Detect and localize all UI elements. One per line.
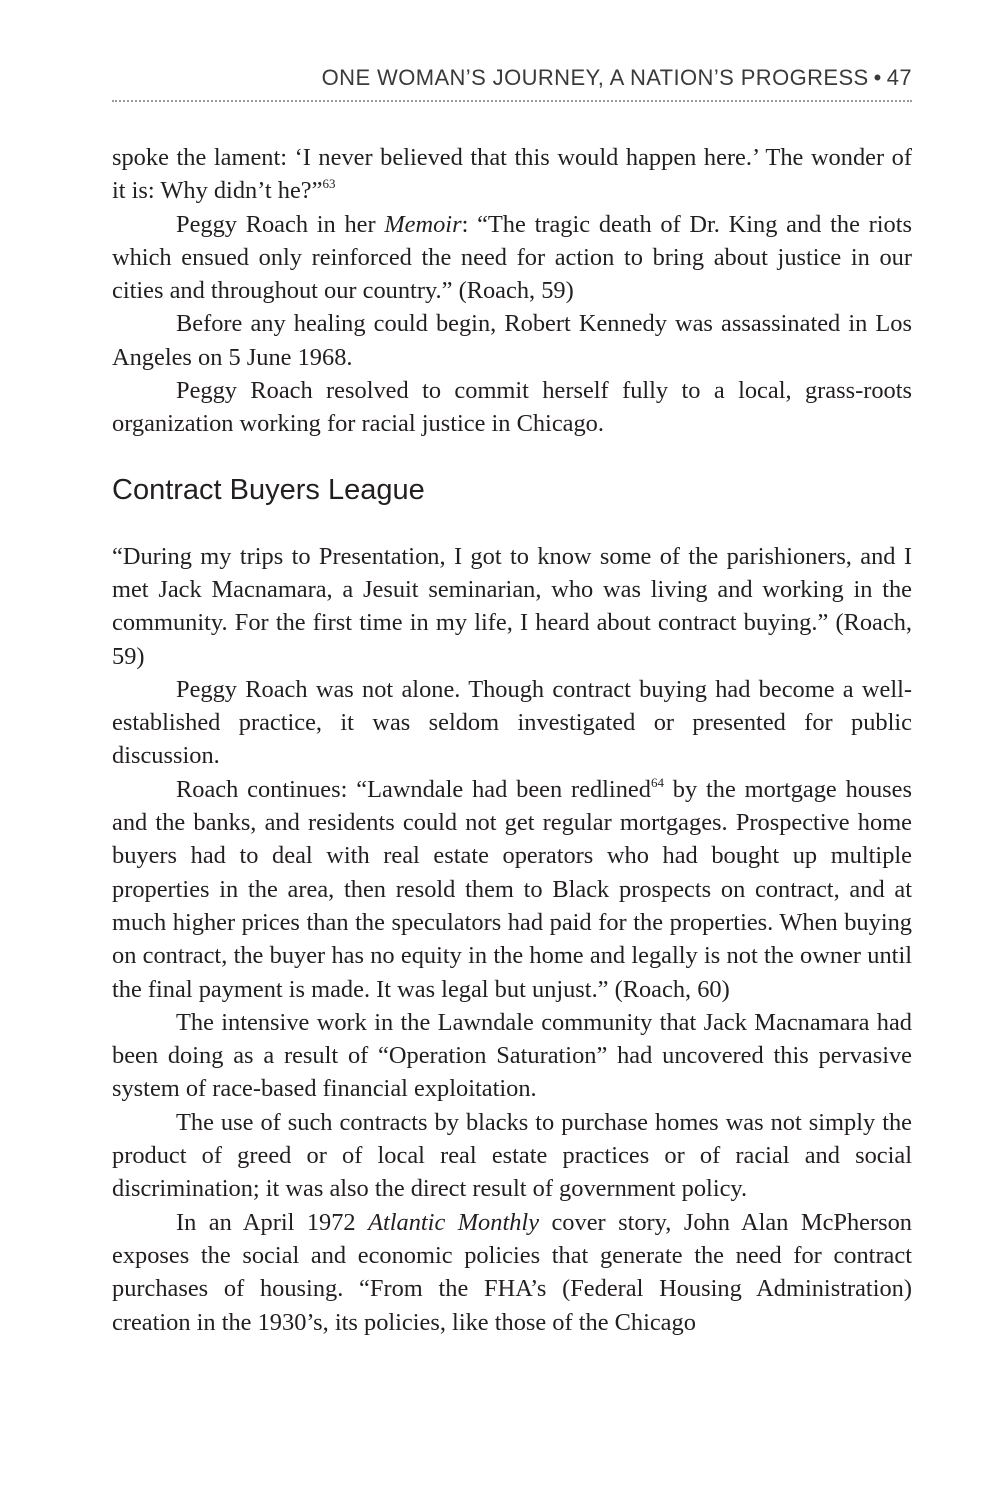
- paragraph-government-policy: The use of such contracts by blacks to purchase homes was not simply the product of greed or of local real estate practices or of racial and social discrimination; it was also the direct result of government policy.: [112, 1108, 912, 1203]
- footnote-ref-63: 63: [322, 176, 336, 192]
- footnote-ref-64: 64: [650, 774, 664, 790]
- paragraph-atlantic-monthly: In an April 1972 Atlantic Monthly cover story, John Alan McPherson exposes the social and economic policies that generate the need for contract purchases of housing. “From the FHA’s (Federal Housing Administration) creation in the 1930’s, its policies, like those of the Chicago: [112, 1208, 912, 1336]
- running-head: [112, 62, 912, 102]
- paragraph-operation-saturation: The intensive work in the Lawndale community that Jack Macnamara had been doing as a result of “Operation Saturation” had uncovered this pervasive system of race-based financial exploitation.: [112, 1008, 912, 1103]
- paragraph-not-alone: Peggy Roach was not alone. Though contract buying had become a well-established practice, it was seldom investigated or presented for public discussion.: [112, 675, 912, 770]
- paragraph-resolve: Peggy Roach resolved to commit herself fully to a local, grass-roots organization working for racial justice in Chicago.: [112, 377, 912, 438]
- paragraph-redlining: Roach continues: “Lawndale had been redlined$^{64}$ by the mortgage houses and the banks, and residents could not get regular mortgages. Prospective home buyers had to deal with real estate operators who had bought up multiple properties in the area, then resold them to Black prospects on contract, and at much higher prices than the speculators had paid for the properties. When buying on contract, the buyer has no equity in the home and legally is not the owner until the final payment is made. It was legal but unjust.” (Roach, 60): [112, 774, 912, 1003]
- paragraph-presentation-quote: “During my trips to Presentation, I got to know some of the parishioners, and I met Jack Macnamara, a Jesuit seminarian, who was living and working in the community. For the first time in my life, I heard about contract buying.” (Roach, 59): [112, 542, 912, 670]
- page-number: 47: [886, 65, 912, 90]
- running-head-separator: •: [873, 65, 882, 90]
- section-heading: Contract Buyers League: [112, 473, 425, 506]
- memoir-title: Memoir: [384, 210, 462, 238]
- paragraph-kennedy: Before any healing could begin, Robert Kennedy was assassinated in Los Angeles on 5 June 1968.: [112, 310, 912, 371]
- page-body: [112, 141, 912, 1339]
- running-head-title: ONE WOMAN’S JOURNEY, A NATION’S PROGRESS: [321, 65, 869, 90]
- atlantic-monthly-title: Atlantic Monthly: [368, 1208, 540, 1236]
- paragraph-memoir-quote: Peggy Roach in her Memoir: “The tragic death of Dr. King and the riots which ensued only reinforced the need for action to bring about justice in our cities and throughout our country.” (Roach, 59): [112, 210, 912, 305]
- paragraph-continuation: spoke the lament: ‘I never believed that this would happen here.’ The wonder of it is: Why didn’t he?”$^{63}$: [112, 144, 912, 205]
